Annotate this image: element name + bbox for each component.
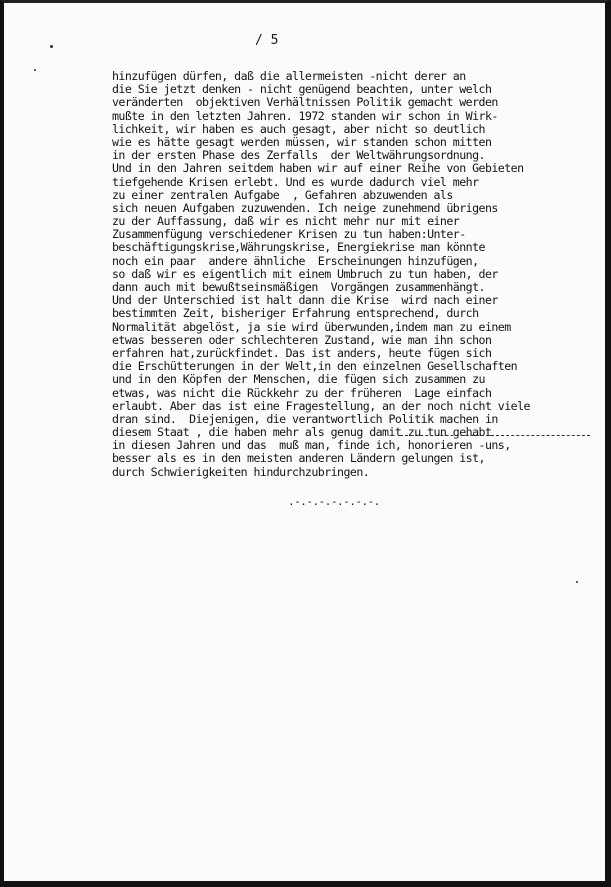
text-line: wie es hätte gesagt werden müssen, wir standen schon mitten — [112, 134, 492, 149]
text-line: veränderten objektiven Verhältnissen Politik gemacht werden — [112, 95, 498, 110]
text-line: zu der Auffassung, daß wir es nicht mehr nur mit einer — [112, 214, 460, 229]
text-line: die Erschütterungen in der Welt,in den einzelnen Gesellschaften — [112, 359, 518, 374]
text-line: dran sind. Diejenigen, die verantwortlich Politik machen in — [112, 411, 498, 426]
text-line: die Sie jetzt denken - nicht genügend beachten, unter welch — [112, 82, 492, 97]
scan-speck — [34, 69, 36, 71]
strikethrough-mark — [400, 435, 590, 436]
page-number: / 5 — [255, 33, 279, 48]
scan-speck — [576, 581, 578, 583]
text-line: durch Schwierigkeiten hindurchzubringen. — [112, 464, 370, 479]
scan-speck — [50, 45, 53, 48]
text-line: Zusammenfügung verschiedener Krisen zu tun haben:Unter- — [112, 227, 466, 242]
text-line: Und in den Jahren seitdem haben wir auf einer Reihe von Gebieten — [112, 161, 524, 176]
text-line: etwas, was nicht die Rückkehr zu der früheren Lage einfach — [112, 385, 492, 400]
text-line: noch ein paar andere ähnliche Erscheinungen hinzufügen, — [112, 253, 479, 268]
text-line: in diesen Jahren und das muß man, finde ich, honorieren -uns, — [112, 438, 511, 453]
text-line: besser als es in den meisten anderen Ländern gelungen ist, — [112, 451, 485, 466]
text-line: erfahren hat,zurückfindet. Das ist anders, heute fügen sich — [112, 345, 492, 360]
text-line: erlaubt. Aber das ist eine Fragestellung, an der noch nicht viele — [112, 398, 530, 413]
text-line: sich neuen Aufgaben zuzuwenden. Ich neige zunehmend übrigens — [112, 200, 498, 215]
text-line: hinzufügen dürfen, daß die allermeisten -nicht derer an — [112, 69, 466, 83]
section-separator: .-.-.-.-.-.-.-. — [288, 495, 380, 508]
text-line: in der ersten Phase des Zerfalls der Weltwährungsordnung. — [112, 148, 485, 163]
text-line: dann auch mit bewußtseinsmäßigen Vorgängen zusammenhängt. — [112, 280, 485, 294]
text-line: mußte in den letzten Jahren. 1972 standen wir schon in Wirk- — [112, 108, 498, 123]
text-line: Und der Unterschied ist halt dann die Krise wird nach einer — [112, 293, 498, 308]
text-line: tiefgehende Krisen erlebt. Und es wurde dadurch viel mehr — [112, 174, 479, 189]
body-text — [112, 70, 592, 479]
text-line: zu einer zentralen Aufgabe , Gefahren abzuwenden als — [112, 187, 453, 202]
text-line: beschäftigungskrise,Währungskrise, Energiekrise man könnte — [112, 240, 485, 255]
text-line: Normalität abgelöst, ja sie wird überwunden,indem man zu einem — [112, 319, 511, 334]
text-line: bestimmten Zeit, bisheriger Erfahrung entsprechend, durch — [112, 306, 479, 321]
text-line: etwas besseren oder schlechteren Zustand, wie man ihn schon — [112, 332, 492, 347]
text-line: so daß wir es eigentlich mit einem Umbruch zu tun haben, der — [112, 266, 498, 281]
text-line: lichkeit, wir haben es auch gesagt, aber nicht so deutlich — [112, 121, 485, 136]
text-line: und in den Köpfen der Menschen, die fügen sich zusammen zu — [112, 372, 485, 387]
text-line: diesem Staat , die haben mehr als genug damit zu tun gehabt — [112, 425, 492, 440]
